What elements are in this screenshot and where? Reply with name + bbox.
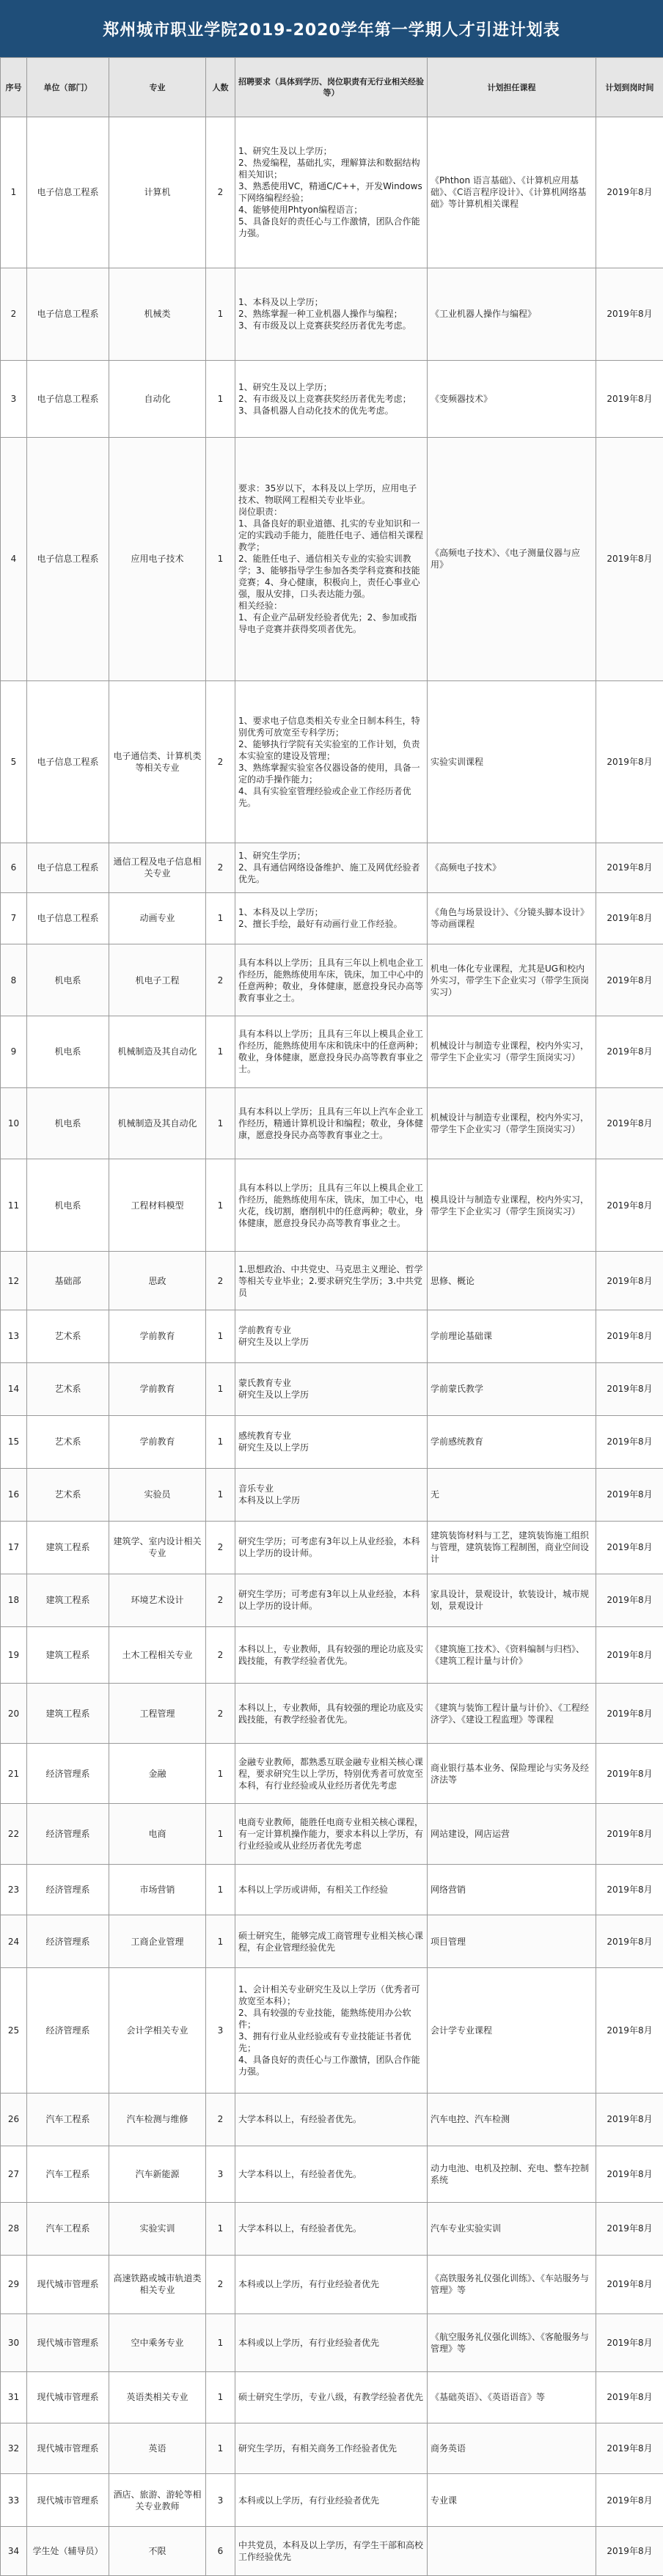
cell-courses: 汽车电控、汽车检测 [428, 2093, 596, 2146]
cell-requirements: 具有本科以上学历；且具有三年以上机电企业工作经历，能熟练使用车床，铣床，加工中心中的任意两种；敬业，身体健康，愿意投身民办高等教育事业之士。 [235, 944, 428, 1016]
cell-major: 会计学相关专业 [109, 1967, 206, 2093]
cell-no: 15 [1, 1415, 27, 1468]
cell-requirements: 本科或以上学历，有行业经验者优先 [235, 2474, 428, 2527]
cell-requirements: 1、要求电子信息类相关专业全日制本科生，特别优秀可放宽至专科学历； 2、能够执行学院有关实验室的工作计划，负责本实验室的建设及管理； 3、熟练掌握实验室各仪器设备的使用，具备一定的动手操作能力； 4、具有实验室管理经验或企业工作经历者优先。 [235, 680, 428, 843]
cell-major: 动画专业 [109, 892, 206, 944]
cell-major: 思政 [109, 1252, 206, 1310]
cell-department: 建筑工程系 [27, 1521, 109, 1574]
cell-no: 20 [1, 1683, 27, 1743]
cell-major: 环境艺术设计 [109, 1574, 206, 1626]
cell-arrival-time: 2019年8月 [596, 1016, 663, 1088]
cell-no: 3 [1, 360, 27, 437]
cell-no: 13 [1, 1310, 27, 1362]
cell-major: 土木工程相关专业 [109, 1626, 206, 1683]
cell-headcount: 1 [206, 2372, 235, 2423]
cell-no: 28 [1, 2202, 27, 2255]
cell-headcount: 1 [206, 1087, 235, 1159]
header-num: 人数 [206, 58, 235, 117]
cell-requirements: 具有本科以上学历；且具有三年以上汽车企业工作经历，精通计算机设计和编程；敬业，身体健康，愿意投身民办高等教育事业之士。 [235, 1087, 428, 1159]
table-row [1, 2146, 663, 2202]
table-row [1, 2313, 663, 2372]
cell-requirements: 本科以上，专业教师，具有较强的理论功底及实践技能，有教学经验者优先。 [235, 1683, 428, 1743]
cell-courses: 《建筑施工技术》、《资料编制与归档》、《建筑工程计量与计价》 [428, 1626, 596, 1683]
cell-headcount: 3 [206, 2146, 235, 2202]
cell-department: 艺术系 [27, 1310, 109, 1362]
cell-requirements: 要求：35岁以下，本科及以上学历，应用电子技术、物联网工程相关专业毕业。 岗位职责： 1、具备良好的职业道德、扎实的专业知识和一定的实践动手能力，能胜任电子、通信相关课程教学； 2、能胜任电子、通信相关专业的实验实训教学；3、能够指导学生参加各类学科竞赛和技能竞赛；4、身心健康，积极向上，责任心事业心强，服从安排，口头表达能力强。 相关经验： 1、有企业产品研发经验者优先；2、参加或指导电子竞赛并获得奖项者优先。 [235, 437, 428, 680]
cell-department: 电子信息工程系 [27, 680, 109, 843]
cell-major: 工程材料模型 [109, 1159, 206, 1252]
cell-requirements: 1、本科及以上学历； 2、擅长手绘，最好有动画行业工作经验。 [235, 892, 428, 944]
cell-headcount: 3 [206, 2474, 235, 2527]
header-arrival-time: 计划到岗时间 [596, 58, 663, 117]
cell-no: 26 [1, 2093, 27, 2146]
cell-courses: 学前蒙氏教学 [428, 1362, 596, 1415]
cell-courses: 思修、概论 [428, 1252, 596, 1310]
table-row [1, 1087, 663, 1159]
cell-major: 英语类相关专业 [109, 2372, 206, 2423]
cell-major: 学前教育 [109, 1362, 206, 1415]
cell-courses: 汽车专业实验实训 [428, 2202, 596, 2255]
table-row [1, 1915, 663, 1968]
cell-headcount: 3 [206, 1967, 235, 2093]
cell-courses: 《高铁服务礼仪强化训练》、《车站服务与管理》等 [428, 2255, 596, 2313]
cell-courses: 《工业机器人操作与编程》 [428, 268, 596, 360]
cell-courses: 商务英语 [428, 2423, 596, 2473]
cell-courses: 《航空服务礼仪强化训练》、《客舱服务与管理》等 [428, 2313, 596, 2372]
cell-arrival-time: 2019年8月 [596, 1415, 663, 1468]
cell-no: 19 [1, 1626, 27, 1683]
cell-requirements: 具有本科以上学历；且具有三年以上模具企业工作经历，能熟练使用车床和铣床中的任意两种；敬业，身体健康，愿意投身民办高等教育事业之士。 [235, 1016, 428, 1088]
cell-headcount: 1 [206, 268, 235, 360]
table-row [1, 680, 663, 843]
cell-arrival-time: 2019年8月 [596, 2093, 663, 2146]
cell-no: 17 [1, 1521, 27, 1574]
table-row [1, 268, 663, 360]
table-row [1, 2093, 663, 2146]
cell-requirements: 本科或以上学历，有行业经验者优先 [235, 2255, 428, 2313]
cell-arrival-time: 2019年8月 [596, 2423, 663, 2473]
cell-arrival-time: 2019年8月 [596, 1683, 663, 1743]
cell-courses: 《高频电子技术》、《电子测量仪器与应用》 [428, 437, 596, 680]
cell-arrival-time: 2019年8月 [596, 2146, 663, 2202]
cell-courses: 《变频器技术》 [428, 360, 596, 437]
cell-courses: 学前感统教育 [428, 1415, 596, 1468]
cell-requirements: 1、研究生及以上学历； 2、热爱编程，基础扎实，理解算法和数据结构相关知识； 3、熟悉使用VC，精通C/C++，开发Windows下网络编程经验； 4、能够使用Phtyon编程语言； 5、具备良好的责任心与工作激情，团队合作能力强。 [235, 117, 428, 268]
cell-department: 建筑工程系 [27, 1574, 109, 1626]
cell-arrival-time: 2019年8月 [596, 1574, 663, 1626]
cell-department: 汽车工程系 [27, 2202, 109, 2255]
cell-courses: 商业银行基本业务、保险理论与实务及经济法等 [428, 1744, 596, 1804]
header-dept: 单位（部门） [27, 58, 109, 117]
cell-arrival-time: 2019年8月 [596, 360, 663, 437]
cell-major: 通信工程及电子信息相关专业 [109, 843, 206, 892]
cell-major: 机械制造及其自动化 [109, 1016, 206, 1088]
table-row [1, 1252, 663, 1310]
cell-headcount: 1 [206, 1415, 235, 1468]
cell-no: 11 [1, 1159, 27, 1252]
cell-department: 经济管理系 [27, 1967, 109, 2093]
cell-requirements: 中共党员，本科及以上学历，有学生干部和高校工作经验优先 [235, 2527, 428, 2576]
cell-headcount: 1 [206, 2423, 235, 2473]
cell-headcount: 1 [206, 1310, 235, 1362]
cell-requirements: 音乐专业 本科及以上学历 [235, 1468, 428, 1521]
cell-requirements: 感统教育专业 研究生及以上学历 [235, 1415, 428, 1468]
table-row [1, 1521, 663, 1574]
table-row [1, 1626, 663, 1683]
table-row [1, 1744, 663, 1804]
cell-headcount: 1 [206, 1864, 235, 1915]
cell-arrival-time: 2019年8月 [596, 944, 663, 1016]
cell-headcount: 2 [206, 944, 235, 1016]
cell-department: 现代城市管理系 [27, 2474, 109, 2527]
cell-major: 机械类 [109, 268, 206, 360]
table-row [1, 1016, 663, 1088]
cell-headcount: 1 [206, 1468, 235, 1521]
cell-courses: 《建筑与装饰工程计量与计价》、《工程经济学》、《建设工程监理》等课程 [428, 1683, 596, 1743]
cell-arrival-time: 2019年8月 [596, 117, 663, 268]
cell-courses: 机械设计与制造专业课程，校内外实习，带学生下企业实习（带学生顶岗实习） [428, 1087, 596, 1159]
cell-department: 机电系 [27, 944, 109, 1016]
cell-department: 汽车工程系 [27, 2146, 109, 2202]
cell-department: 艺术系 [27, 1362, 109, 1415]
cell-headcount: 2 [206, 2093, 235, 2146]
cell-arrival-time: 2019年8月 [596, 2313, 663, 2372]
cell-headcount: 2 [206, 1521, 235, 1574]
cell-no: 16 [1, 1468, 27, 1521]
cell-headcount: 1 [206, 2313, 235, 2372]
cell-department: 电子信息工程系 [27, 117, 109, 268]
cell-department: 电子信息工程系 [27, 360, 109, 437]
cell-arrival-time: 2019年8月 [596, 2527, 663, 2576]
cell-requirements: 研究生学历；可考虑有3年以上从业经验，本科以上学历的设计师。 [235, 1521, 428, 1574]
table-row [1, 117, 663, 268]
cell-requirements: 本科或以上学历，有行业经验者优先 [235, 2313, 428, 2372]
cell-headcount: 2 [206, 2255, 235, 2313]
cell-no: 31 [1, 2372, 27, 2423]
table-row [1, 2527, 663, 2576]
cell-headcount: 2 [206, 1683, 235, 1743]
cell-courses: 《高频电子技术》 [428, 843, 596, 892]
cell-major: 计算机 [109, 117, 206, 268]
cell-major: 不限 [109, 2527, 206, 2576]
cell-headcount: 6 [206, 2527, 235, 2576]
cell-courses: 机电一体化专业课程，尤其是UG和校内外实习，带学生下企业实习（带学生顶岗实习） [428, 944, 596, 1016]
cell-courses: 专业课 [428, 2474, 596, 2527]
cell-arrival-time: 2019年8月 [596, 1864, 663, 1915]
table-row [1, 2202, 663, 2255]
table-row [1, 2255, 663, 2313]
cell-department: 建筑工程系 [27, 1626, 109, 1683]
cell-major: 汽车新能源 [109, 2146, 206, 2202]
cell-requirements: 1.思想政治、中共党史、马克思主义理论、哲学等相关专业毕业；2.要求研究生学历；3.中共党员 [235, 1252, 428, 1310]
cell-no: 21 [1, 1744, 27, 1804]
cell-major: 机电子工程 [109, 944, 206, 1016]
table-row [1, 1468, 663, 1521]
cell-courses: 模具设计与制造专业课程，校内外实习，带学生下企业实习（带学生顶岗实习） [428, 1159, 596, 1252]
cell-headcount: 2 [206, 680, 235, 843]
cell-major: 工商企业管理 [109, 1915, 206, 1968]
cell-department: 现代城市管理系 [27, 2423, 109, 2473]
cell-arrival-time: 2019年8月 [596, 892, 663, 944]
cell-arrival-time: 2019年8月 [596, 1521, 663, 1574]
table-row [1, 1574, 663, 1626]
cell-major: 电商 [109, 1804, 206, 1864]
cell-no: 18 [1, 1574, 27, 1626]
cell-no: 25 [1, 1967, 27, 2093]
cell-courses: 《Phthon 语言基础》、《计算机应用基础》、《C语言程序设计》、《计算机网络基础》等计算机相关课程 [428, 117, 596, 268]
cell-no: 7 [1, 892, 27, 944]
cell-major: 空中乘务专业 [109, 2313, 206, 2372]
cell-arrival-time: 2019年8月 [596, 437, 663, 680]
cell-no: 30 [1, 2313, 27, 2372]
cell-courses: 机械设计与制造专业课程，校内外实习，带学生下企业实习（带学生顶岗实习） [428, 1016, 596, 1088]
cell-major: 高速铁路或城市轨道类相关专业 [109, 2255, 206, 2313]
cell-headcount: 1 [206, 892, 235, 944]
cell-courses: 《角色与场景设计》、《分镜头脚本设计》等动画课程 [428, 892, 596, 944]
table-row [1, 1362, 663, 1415]
cell-department: 汽车工程系 [27, 2093, 109, 2146]
table-row [1, 2372, 663, 2423]
cell-requirements: 研究生学历；可考虑有3年以上从业经验，本科以上学历的设计师。 [235, 1574, 428, 1626]
cell-major: 金融 [109, 1744, 206, 1804]
table-row [1, 843, 663, 892]
cell-courses: 实验实训课程 [428, 680, 596, 843]
cell-no: 5 [1, 680, 27, 843]
cell-arrival-time: 2019年8月 [596, 2202, 663, 2255]
cell-courses: 无 [428, 1468, 596, 1521]
cell-major: 应用电子技术 [109, 437, 206, 680]
cell-major: 学前教育 [109, 1310, 206, 1362]
cell-major: 酒店、旅游、游轮等相关专业教师 [109, 2474, 206, 2527]
cell-major: 工程管理 [109, 1683, 206, 1743]
cell-courses: 网站建设，网店运营 [428, 1804, 596, 1864]
cell-no: 6 [1, 843, 27, 892]
cell-major: 实验员 [109, 1468, 206, 1521]
cell-department: 学生处（辅导员） [27, 2527, 109, 2576]
table-row [1, 1415, 663, 1468]
cell-courses: 项目管理 [428, 1915, 596, 1968]
cell-requirements: 蒙氏教育专业 研究生及以上学历 [235, 1362, 428, 1415]
cell-department: 艺术系 [27, 1415, 109, 1468]
header-courses: 计划担任课程 [428, 58, 596, 117]
cell-no: 9 [1, 1016, 27, 1088]
cell-headcount: 1 [206, 360, 235, 437]
cell-arrival-time: 2019年8月 [596, 1967, 663, 2093]
table-row [1, 1310, 663, 1362]
cell-courses: 网络营销 [428, 1864, 596, 1915]
cell-major: 学前教育 [109, 1415, 206, 1468]
cell-major: 电子通信类、计算机类等相关专业 [109, 680, 206, 843]
cell-arrival-time: 2019年8月 [596, 2255, 663, 2313]
header-no: 序号 [1, 58, 27, 117]
table-row [1, 1967, 663, 2093]
cell-arrival-time: 2019年8月 [596, 1362, 663, 1415]
cell-no: 32 [1, 2423, 27, 2473]
table-row [1, 1159, 663, 1252]
table-row [1, 437, 663, 680]
table-body [1, 117, 663, 2576]
cell-headcount: 2 [206, 1574, 235, 1626]
cell-department: 经济管理系 [27, 1744, 109, 1804]
cell-department: 基础部 [27, 1252, 109, 1310]
cell-department: 经济管理系 [27, 1864, 109, 1915]
cell-arrival-time: 2019年8月 [596, 1915, 663, 1968]
cell-no: 8 [1, 944, 27, 1016]
cell-requirements: 硕士研究生学历，专业八级，有教学经验者优先 [235, 2372, 428, 2423]
cell-department: 建筑工程系 [27, 1683, 109, 1743]
cell-requirements: 大学本科以上，有经验者优先。 [235, 2093, 428, 2146]
cell-major: 市场营销 [109, 1864, 206, 1915]
cell-requirements: 1、本科及以上学历； 2、熟练掌握一种工业机器人操作与编程； 3、有市级及以上竞赛获奖经历者优先考虑。 [235, 268, 428, 360]
cell-no: 33 [1, 2474, 27, 2527]
cell-courses: 动力电池、电机及控制、充电、整车控制系统 [428, 2146, 596, 2202]
cell-arrival-time: 2019年8月 [596, 1804, 663, 1864]
cell-arrival-time: 2019年8月 [596, 1159, 663, 1252]
cell-major: 机械制造及其自动化 [109, 1087, 206, 1159]
cell-arrival-time: 2019年8月 [596, 843, 663, 892]
cell-requirements: 具有本科以上学历；且具有三年以上模具企业工作经历，能熟练使用车床，铣床，加工中心，电火花，线切割，磨削机中的任意两种；敬业，身体健康，愿意投身民办高等教育事业之士。 [235, 1159, 428, 1252]
page-title: 郑州城市职业学院2019-2020学年第一学期人才引进计划表 [0, 0, 663, 57]
cell-no: 2 [1, 268, 27, 360]
cell-arrival-time: 2019年8月 [596, 1626, 663, 1683]
cell-requirements: 硕士研究生，能够完成工商管理专业相关核心课程，有企业管理经验优先 [235, 1915, 428, 1968]
cell-headcount: 1 [206, 437, 235, 680]
cell-arrival-time: 2019年8月 [596, 2372, 663, 2423]
cell-major: 建筑学、室内设计相关专业 [109, 1521, 206, 1574]
cell-requirements: 学前教育专业 研究生及以上学历 [235, 1310, 428, 1362]
cell-headcount: 1 [206, 2202, 235, 2255]
table-row [1, 944, 663, 1016]
table-row [1, 2474, 663, 2527]
cell-department: 电子信息工程系 [27, 892, 109, 944]
cell-headcount: 1 [206, 1016, 235, 1088]
cell-department: 经济管理系 [27, 1915, 109, 1968]
cell-no: 12 [1, 1252, 27, 1310]
cell-no: 24 [1, 1915, 27, 1968]
cell-requirements: 1、会计相关专业研究生及以上学历（优秀者可放宽至本科）； 2、具有较强的专业技能，能熟练使用办公软件； 3、拥有行业从业经验或有专业技能证书者优先； 4、具备良好的责任心与工作激情，团队合作能力强。 [235, 1967, 428, 2093]
cell-headcount: 1 [206, 1159, 235, 1252]
cell-no: 14 [1, 1362, 27, 1415]
cell-major: 自动化 [109, 360, 206, 437]
cell-requirements: 1、研究生学历； 2、具有通信网络设备维护、施工及网优经验者优先。 [235, 843, 428, 892]
cell-courses: 会计学专业课程 [428, 1967, 596, 2093]
cell-headcount: 1 [206, 1915, 235, 1968]
cell-major: 英语 [109, 2423, 206, 2473]
cell-department: 电子信息工程系 [27, 843, 109, 892]
cell-department: 艺术系 [27, 1468, 109, 1521]
cell-no: 4 [1, 437, 27, 680]
cell-major: 实验实训 [109, 2202, 206, 2255]
cell-requirements: 大学本科以上，有经验者优先。 [235, 2146, 428, 2202]
cell-department: 机电系 [27, 1087, 109, 1159]
table-row [1, 360, 663, 437]
cell-requirements: 本科以上，专业教师，具有较强的理论功底及实践技能，有教学经验者优先。 [235, 1626, 428, 1683]
table-row [1, 2423, 663, 2473]
cell-department: 现代城市管理系 [27, 2372, 109, 2423]
cell-requirements: 1、研究生及以上学历； 2、有市级及以上竞赛获奖经历者优先考虑； 3、具备机器人自动化技术的优先考虑。 [235, 360, 428, 437]
cell-department: 电子信息工程系 [27, 268, 109, 360]
cell-requirements: 电商专业教师，能胜任电商专业相关核心课程，有一定计算机操作能力，要求本科以上学历，有行业经验或从业经历者优先考虑 [235, 1804, 428, 1864]
cell-headcount: 1 [206, 1804, 235, 1864]
cell-arrival-time: 2019年8月 [596, 1468, 663, 1521]
cell-arrival-time: 2019年8月 [596, 268, 663, 360]
cell-department: 经济管理系 [27, 1804, 109, 1864]
cell-headcount: 2 [206, 1626, 235, 1683]
cell-no: 27 [1, 2146, 27, 2202]
cell-courses: 建筑装饰材料与工艺，建筑装饰施工组织与管理，建筑装饰工程制图，商业空间设计 [428, 1521, 596, 1574]
cell-requirements: 研究生学历，有相关商务工作经验者优先 [235, 2423, 428, 2473]
cell-arrival-time: 2019年8月 [596, 1252, 663, 1310]
cell-department: 现代城市管理系 [27, 2255, 109, 2313]
cell-headcount: 2 [206, 843, 235, 892]
cell-no: 23 [1, 1864, 27, 1915]
cell-courses [428, 2527, 596, 2576]
cell-arrival-time: 2019年8月 [596, 1310, 663, 1362]
table-row [1, 1864, 663, 1915]
cell-department: 机电系 [27, 1016, 109, 1088]
cell-headcount: 2 [206, 1252, 235, 1310]
recruitment-plan-table [0, 57, 663, 2576]
cell-arrival-time: 2019年8月 [596, 2474, 663, 2527]
table-row [1, 892, 663, 944]
table-row [1, 1804, 663, 1864]
table-row [1, 1683, 663, 1743]
cell-requirements: 本科以上学历或讲师，有相关工作经验 [235, 1864, 428, 1915]
cell-requirements: 大学本科以上，有经验者优先。 [235, 2202, 428, 2255]
cell-major: 汽车检测与维修 [109, 2093, 206, 2146]
cell-courses: 家具设计，景观设计，软装设计，城市规划，景观设计 [428, 1574, 596, 1626]
cell-no: 22 [1, 1804, 27, 1864]
cell-arrival-time: 2019年8月 [596, 680, 663, 843]
table-header-row [1, 58, 663, 117]
cell-headcount: 1 [206, 1362, 235, 1415]
cell-no: 1 [1, 117, 27, 268]
header-major: 专业 [109, 58, 206, 117]
header-requirements: 招聘要求（具体到学历、岗位职责有无行业相关经验等） [235, 58, 428, 117]
cell-no: 10 [1, 1087, 27, 1159]
cell-department: 机电系 [27, 1159, 109, 1252]
cell-headcount: 2 [206, 117, 235, 268]
cell-department: 电子信息工程系 [27, 437, 109, 680]
cell-no: 29 [1, 2255, 27, 2313]
cell-courses: 《基础英语》、《英语语音》等 [428, 2372, 596, 2423]
cell-headcount: 1 [206, 1744, 235, 1804]
cell-courses: 学前理论基础课 [428, 1310, 596, 1362]
cell-arrival-time: 2019年8月 [596, 1744, 663, 1804]
cell-arrival-time: 2019年8月 [596, 1087, 663, 1159]
cell-no: 34 [1, 2527, 27, 2576]
cell-requirements: 金融专业教师，都熟悉互联金融专业相关核心课程，要求研究生以上学历，特别优秀者可放宽至本科，有行业经验或从业经历者优先考虑 [235, 1744, 428, 1804]
cell-department: 现代城市管理系 [27, 2313, 109, 2372]
